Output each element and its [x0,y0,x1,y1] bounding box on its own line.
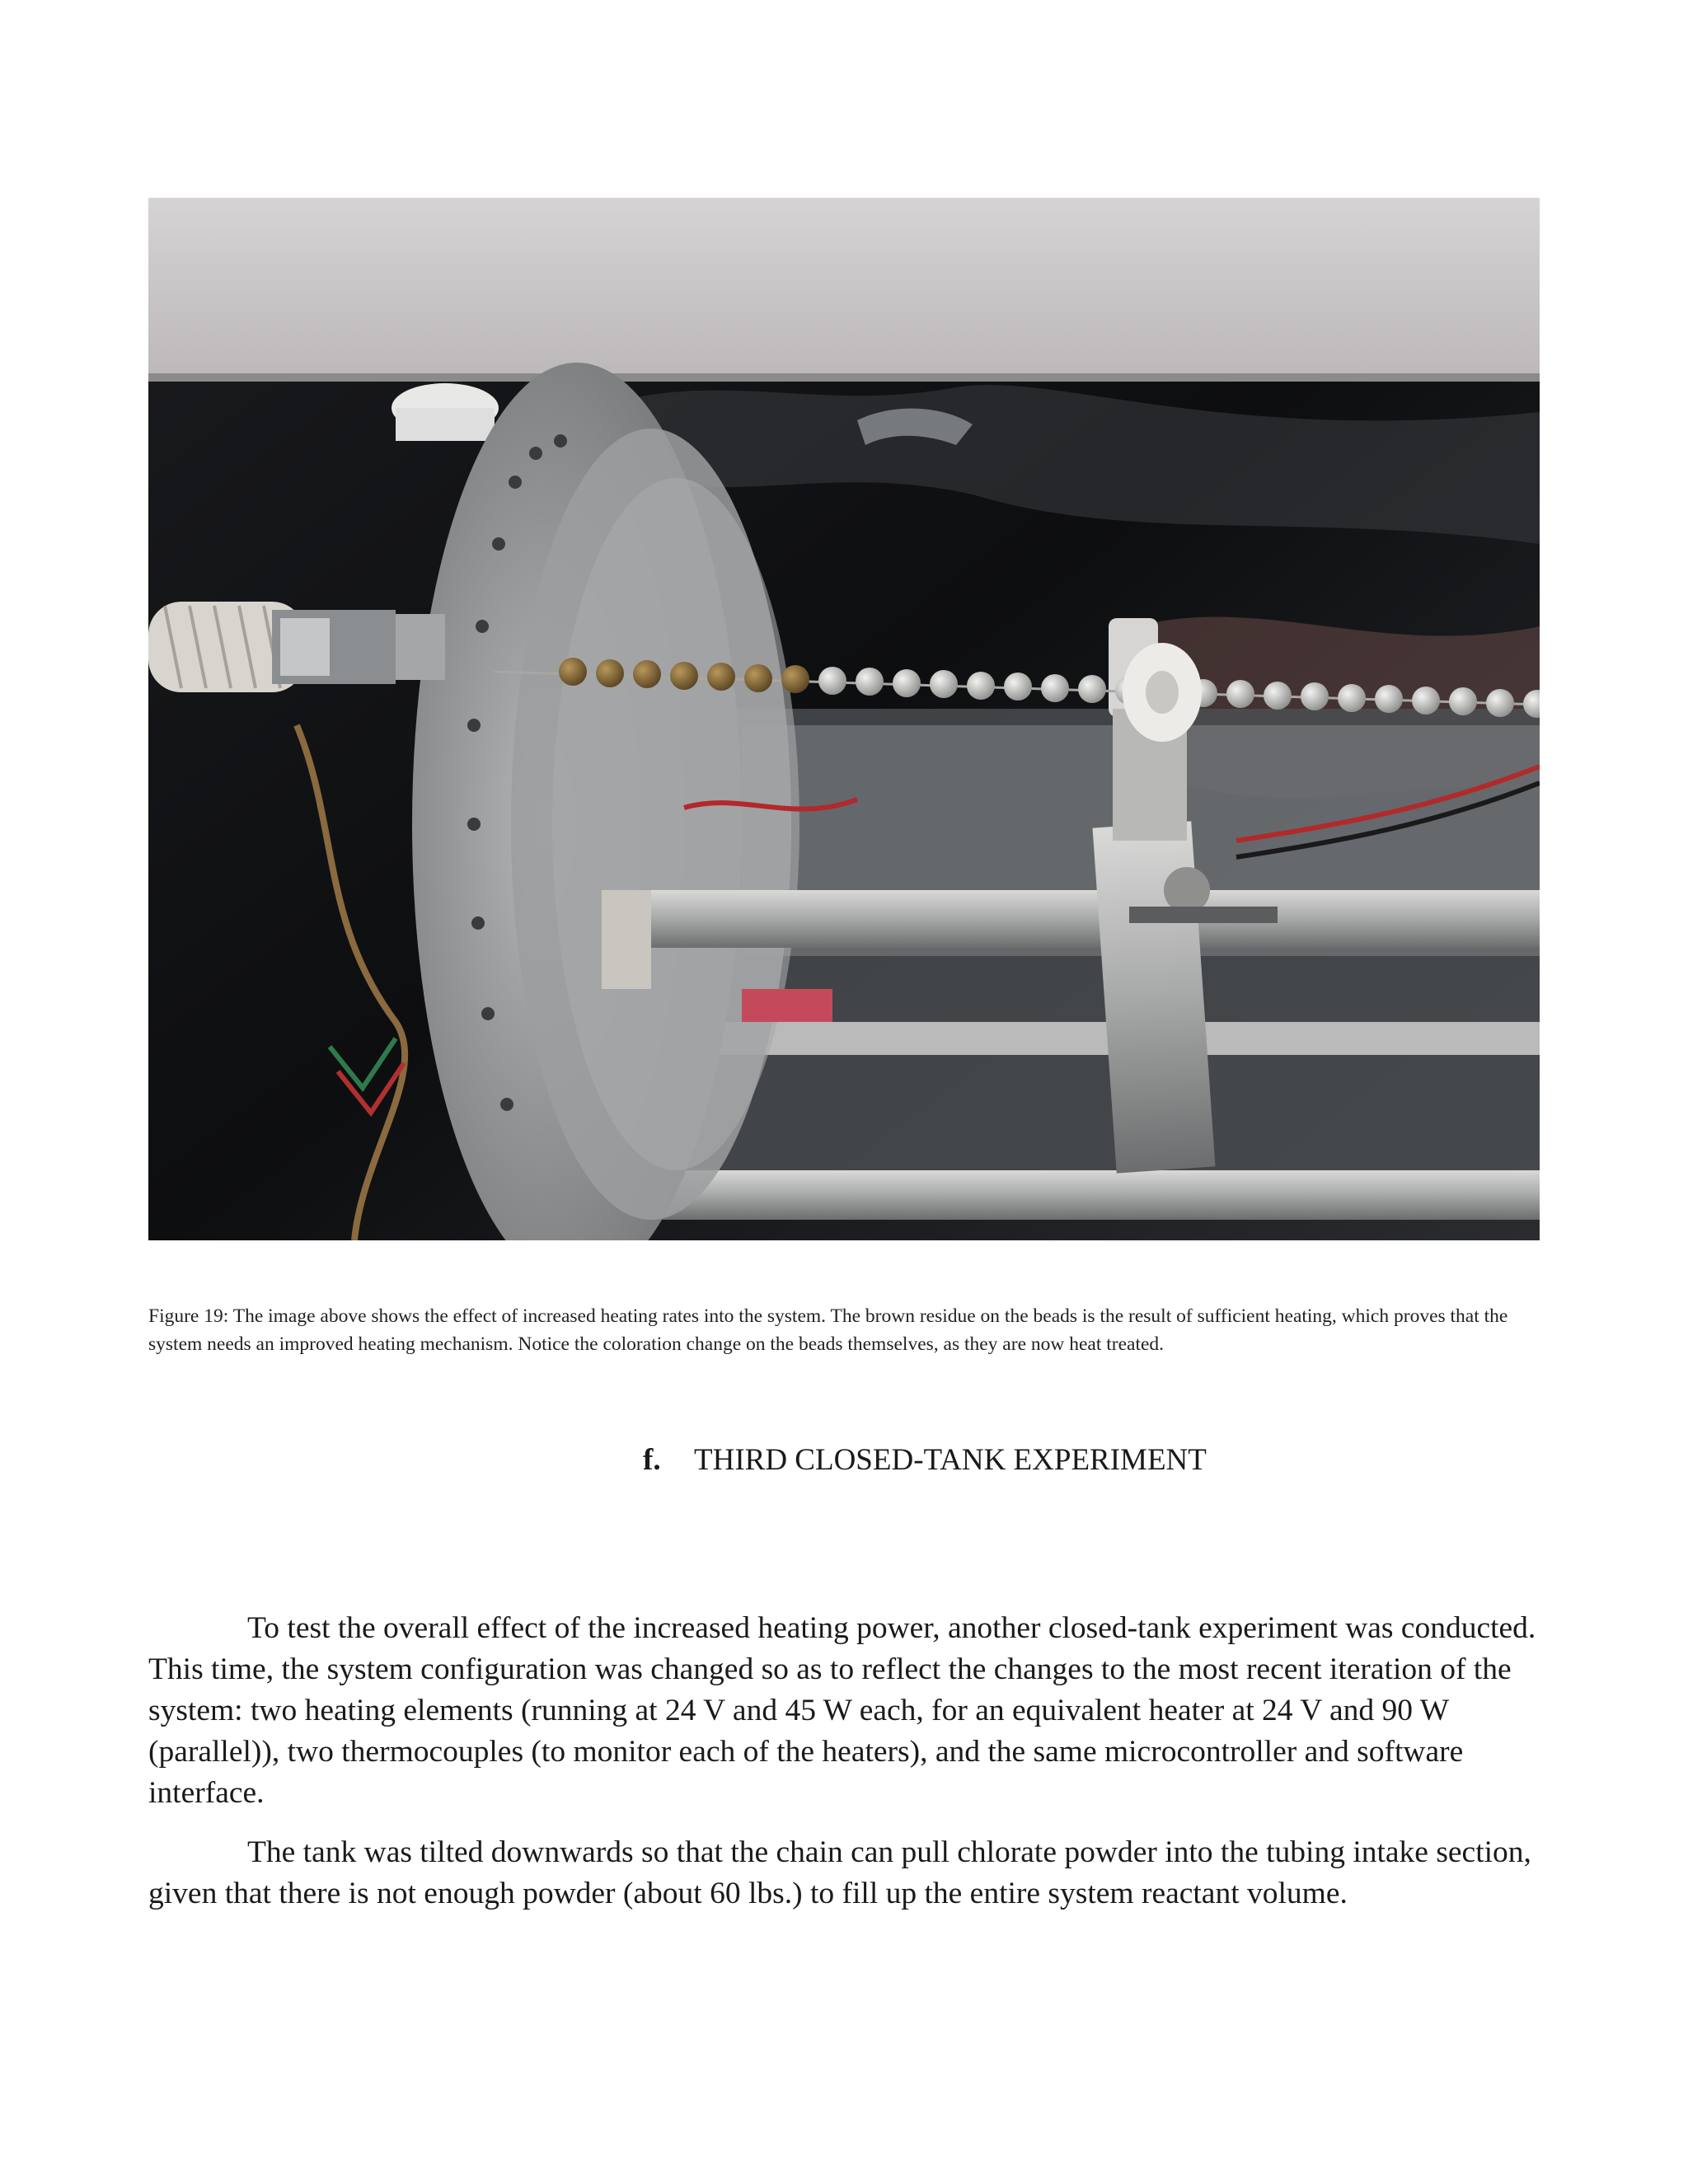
section-heading [643,1442,1207,1479]
photo-image [148,198,1540,1240]
section-title: THIRD CLOSED-TANK EXPERIMENT [694,1443,1207,1477]
section-marker: f. [643,1443,661,1477]
figure-caption: Figure 19: The image above shows the effect of increased heating rates into the system. The brown residue on the beads is the result of sufficient heating, which proves that the system needs an improved heating mechanism. Notice the coloration change on the beads themselves, as they are now heat treated. [148,1305,1508,1355]
body-paragraph: The tank was tilted downwards so that the chain can pull chlorate powder into the tubing intake section, given that there is not enough powder (about 60 lbs.) to fill up the entire system reactant volume. [148,1835,1531,1910]
body-text [148,1608,1550,1933]
body-paragraph: To test the overall effect of the increased heating power, another closed-tank experiment was conducted. This time, the system configuration was changed so as to reflect the changes to the most recent iteration of the system: two heating elements (running at 24 V and 45 W each, for an equivalent heater at 24 V and 90 W (parallel)), two thermocouples (to monitor each of the heaters), and the same microcontroller and software interface. [148,1611,1536,1810]
figure-photo [148,198,1540,1240]
